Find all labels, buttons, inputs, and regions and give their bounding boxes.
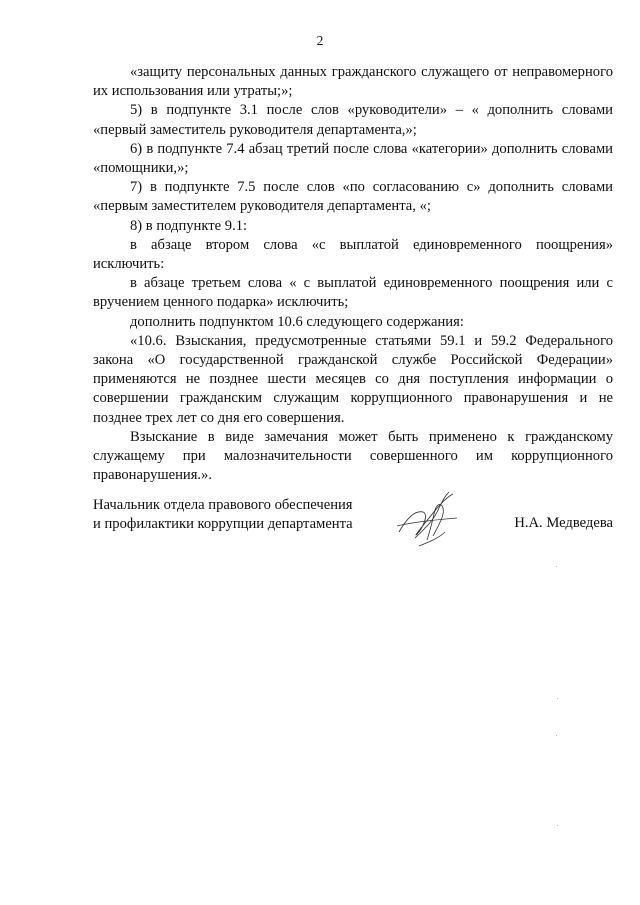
signature-block	[93, 496, 613, 556]
paragraph: «защиту персональных данных гражданского служащего от неправомерного их использования или утраты;»;	[93, 64, 613, 100]
paragraph: в абзаце третьем слова « с выплатой единовременного поощрения или с вручением ценного подарка» исключить;	[93, 275, 613, 311]
paragraph: Взыскание в виде замечания может быть применено к гражданскому служащему при малозначительности совершенного им коррупционного правонарушения.».	[93, 428, 613, 484]
signatory-title-line: и профилактики коррупции департамента	[93, 516, 353, 533]
paragraph: дополнить подпунктом 10.6 следующего содержания:	[130, 313, 464, 330]
paragraph: 8) в подпункте 9.1:	[130, 217, 248, 234]
document-body	[93, 63, 613, 485]
page-number: 2	[316, 33, 324, 48]
signatory-title-line: Начальник отдела правового обеспечения	[93, 497, 353, 513]
signatory-name: Н.А. Медведева	[514, 515, 613, 531]
paragraph: 7) в подпункте 7.5 после слов «по согласованию с» дополнить словами «первым заместителем руководителя департамента, «;	[93, 179, 613, 215]
paragraph: «10.6. Взыскания, предусмотренные статьями 59.1 и 59.2 Федерального закона «О государственной гражданской службе Российской Федерации» применяются не позднее шести месяцев со дня поступления информации о совершении гражданским служащим коррупционного правонарушения и не позднее трех лет со дня его совершения.	[93, 332, 613, 426]
scan-speck	[556, 566, 557, 567]
handwritten-signature	[393, 488, 473, 550]
scan-speck	[556, 735, 557, 736]
paragraph: 5) в подпункте 3.1 после слов «руководители» – « дополнить словами «первый заместитель руководителя департамента,»;	[93, 102, 613, 138]
scan-speck	[557, 825, 558, 826]
scan-speck	[557, 698, 558, 699]
signatory-title	[93, 496, 353, 534]
paragraph: 6) в подпункте 7.4 абзац третий после слова «категории» дополнить словами «помощники,»;	[93, 140, 613, 177]
paragraph: в абзаце втором слова «с выплатой единовременного поощрения» исключить:	[93, 236, 613, 273]
